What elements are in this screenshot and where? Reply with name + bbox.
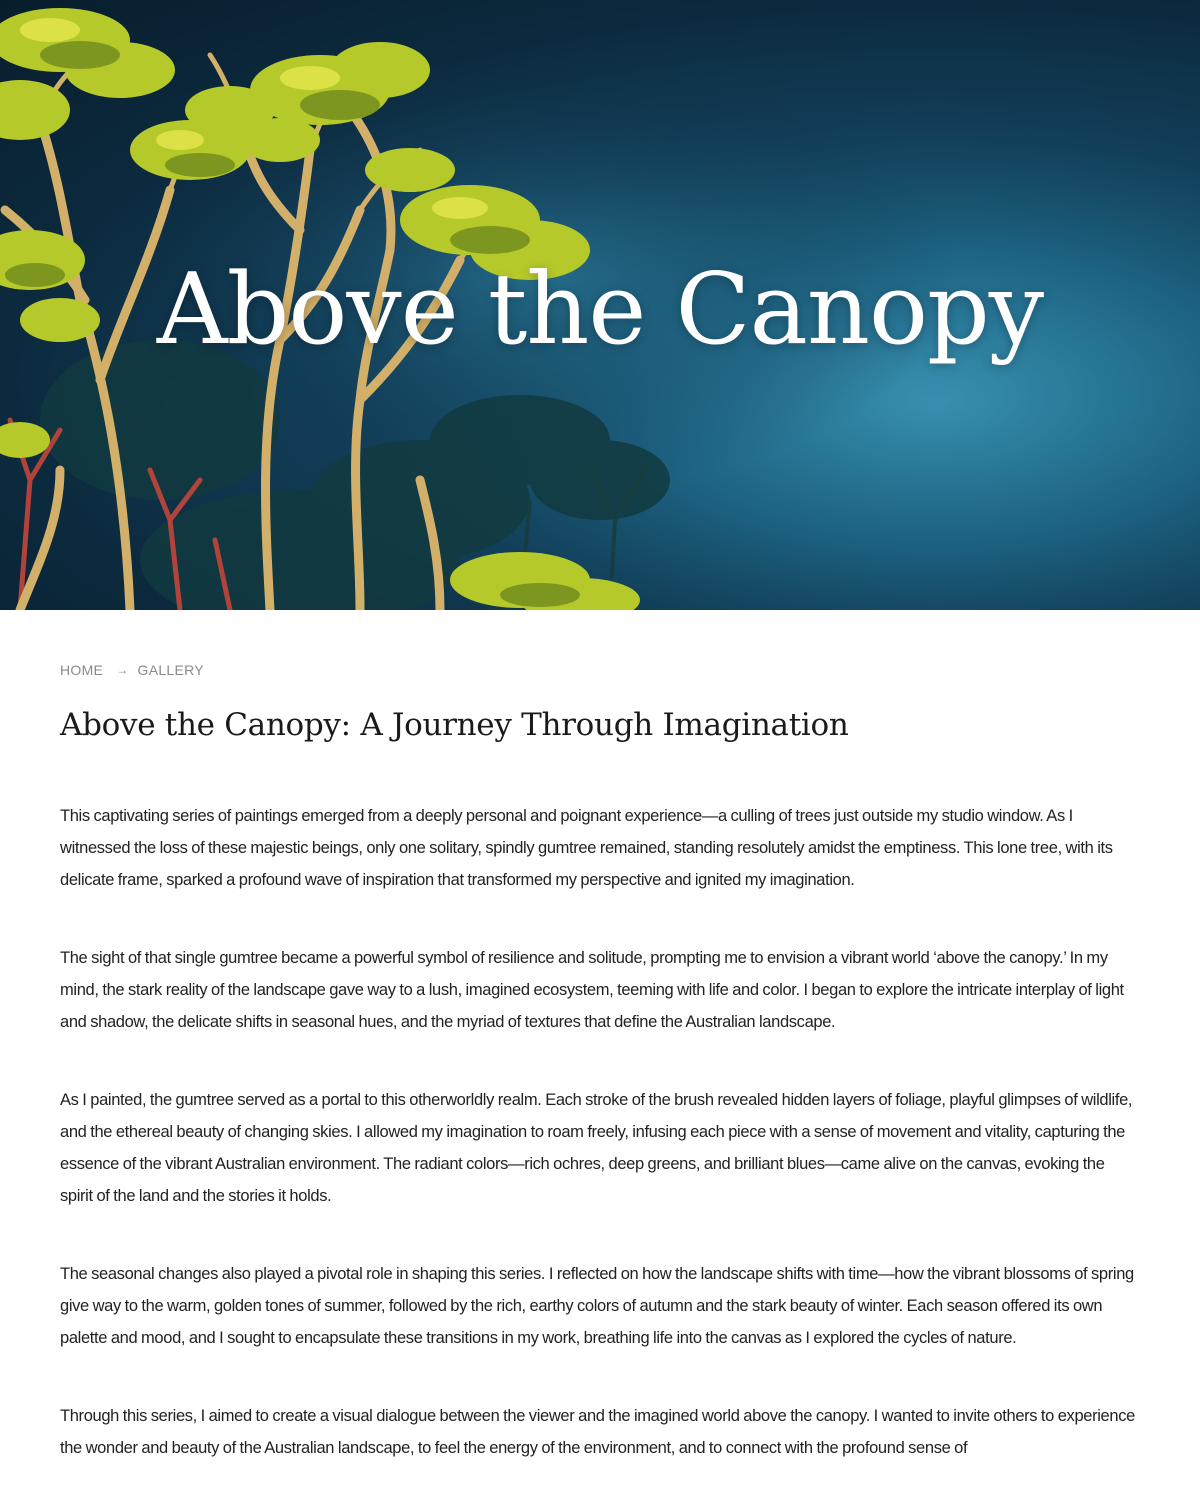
hero-title: Above the Canopy [156,253,1044,367]
article-paragraph: The sight of that single gumtree became a powerful symbol of resilience and solitude, prompting me to envision a vibrant world ‘above the canopy.’ In my mind, the stark reality of the landscape gave way to a lush, imagined ecosystem, teeming with life and color. I began to explore the intricate interplay of light and shadow, the delicate shifts in seasonal hues, and the myriad of textures that define the Australian landscape. [60,949,1124,1031]
article-paragraph: This captivating series of paintings emerged from a deeply personal and poignant experience—a culling of trees just outside my studio window. As I witnessed the loss of these majestic beings, only one solitary, spindly gumtree remained, standing resolutely amidst the emptiness. This lone tree, with its delicate frame, sparked a profound wave of inspiration that transformed my perspective and ignited my imagination. [60,807,1113,889]
breadcrumb-home-link[interactable]: HOME [60,662,104,678]
article-body [60,800,1140,1464]
breadcrumb-arrow-icon: → [116,663,129,677]
breadcrumb [60,661,1140,679]
article-paragraph: The seasonal changes also played a pivotal role in shaping this series. I reflected on how the landscape shifts with time—how the vibrant blossoms of spring give way to the warm, golden tones of summer, followed by the rich, earthy colors of autumn and the stark beauty of winter. Each season offered its own palette and mood, and I sought to encapsulate these transitions in my work, breathing life into the canvas as I explored the cycles of nature. [60,1265,1134,1347]
breadcrumb-gallery-link[interactable]: GALLERY [137,662,204,678]
main-content [60,610,1140,1510]
page-title: Above the Canopy: A Journey Through Imagination [60,707,849,743]
article-paragraph: As I painted, the gumtree served as a portal to this otherworldly realm. Each stroke of the brush revealed hidden layers of foliage, playful glimpses of wildlife, and the ethereal beauty of changing skies. I allowed my imagination to roam freely, infusing each piece with a sense of movement and vitality, capturing the essence of the vibrant Australian environment. The radiant colors—rich ochres, deep greens, and brilliant blues—came alive on the canvas, evoking the spirit of the land and the stories it holds. [60,1091,1133,1205]
hero-banner [0,0,1200,610]
article-paragraph: Through this series, I aimed to create a visual dialogue between the viewer and the imagined world above the canopy. I wanted to invite others to experience the wonder and beauty of the Australian landscape, to feel the energy of the environment, and to connect with the profound sense of [60,1407,1135,1457]
